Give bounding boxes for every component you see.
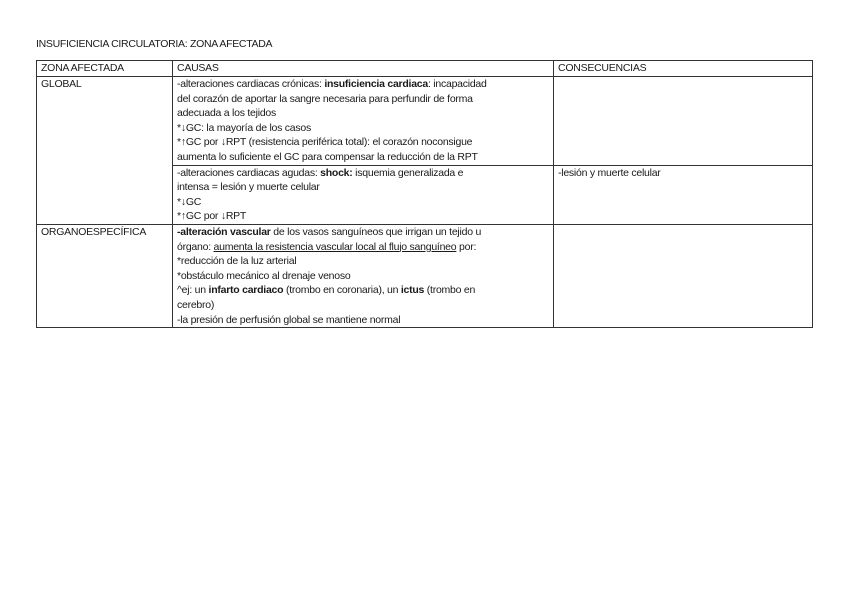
causa-organo-line-3: *reducción de la luz arterial xyxy=(177,255,297,268)
text-fragment: por: xyxy=(456,240,477,253)
header-causas: CAUSAS xyxy=(173,61,554,77)
bold-term: -alteración vascular xyxy=(177,225,271,238)
cell-causas-agudas xyxy=(173,165,554,224)
text-fragment: (trombo en coronaria), un xyxy=(283,284,401,297)
text-fragment: -alteraciones cardiacas crónicas: xyxy=(177,78,325,90)
text-fragment: : incapacidad xyxy=(427,78,487,90)
causa-cronicas-line-1 xyxy=(177,77,549,92)
text-fragment: de los vasos sanguíneos que irrigan un tejido u xyxy=(270,225,482,238)
zona-organo-label: ORGANOESPECÍFICA xyxy=(41,225,147,238)
bold-term: shock: xyxy=(320,166,353,179)
table-row-organoespecifica xyxy=(37,224,813,327)
causa-cronicas-line-6: aumenta lo suficiente el GC para compensar la reducción de la RPT xyxy=(177,150,478,163)
causa-organo-line-2 xyxy=(177,240,549,255)
text-fragment: (trombo en xyxy=(424,284,476,297)
cell-zona-global xyxy=(37,77,173,225)
zona-afectada-table xyxy=(36,60,813,328)
text-fragment: órgano: xyxy=(177,240,214,253)
zona-global-label: GLOBAL xyxy=(41,78,82,90)
cell-zona-organo xyxy=(37,224,173,327)
table-header-row xyxy=(37,61,813,77)
causa-organo-line-5 xyxy=(177,283,549,298)
causa-organo-line-1 xyxy=(177,225,549,240)
text-fragment: ^ej: un xyxy=(177,284,209,297)
cell-causas-cronicas xyxy=(173,77,554,166)
cell-consecuencias-agudas xyxy=(554,165,813,224)
causa-cronicas-line-4: *↓GC: la mayoría de los casos xyxy=(177,121,311,134)
table-row-global-cronicas xyxy=(37,77,813,166)
causa-agudas-line-2: intensa = lesión y muerte celular xyxy=(177,181,320,194)
causa-organo-line-6: cerebro) xyxy=(177,298,215,311)
cell-causas-organo xyxy=(173,224,554,327)
consecuencia-agudas: -lesión y muerte celular xyxy=(558,166,661,179)
cell-consecuencias-cronicas xyxy=(554,77,813,166)
header-consecuencias: CONSECUENCIAS xyxy=(554,61,813,77)
underlined-text: aumenta la resistencia vascular local al flujo sanguíneo xyxy=(213,240,457,253)
bold-term: infarto cardiaco xyxy=(208,284,284,297)
causa-cronicas-line-3: adecuada a los tejidos xyxy=(177,107,276,120)
header-zona: ZONA AFECTADA xyxy=(37,61,173,77)
causa-cronicas-line-5: *↑GC por ↓RPT (resistencia periférica total): el corazón noconsigue xyxy=(177,136,473,149)
bold-term: ictus xyxy=(400,284,425,297)
bold-term: insuficiencia cardiaca xyxy=(324,78,428,90)
text-fragment: -alteraciones cardiacas agudas: xyxy=(177,166,321,179)
cell-consecuencias-organo xyxy=(554,224,813,327)
causa-agudas-line-4: *↑GC por ↓RPT xyxy=(177,210,247,223)
causa-organo-line-4: *obstáculo mecánico al drenaje venoso xyxy=(177,269,351,282)
page-title: INSUFICIENCIA CIRCULATORIA: ZONA AFECTADA xyxy=(36,38,273,50)
causa-cronicas-line-2: del corazón de aportar la sangre necesaria para perfundir de forma xyxy=(177,92,473,105)
causa-agudas-line-1 xyxy=(177,166,549,181)
causa-organo-line-7: -la presión de perfusión global se mantiene normal xyxy=(177,313,401,326)
text-fragment: isquemia generalizada e xyxy=(352,166,464,179)
causa-agudas-line-3: *↓GC xyxy=(177,195,202,208)
